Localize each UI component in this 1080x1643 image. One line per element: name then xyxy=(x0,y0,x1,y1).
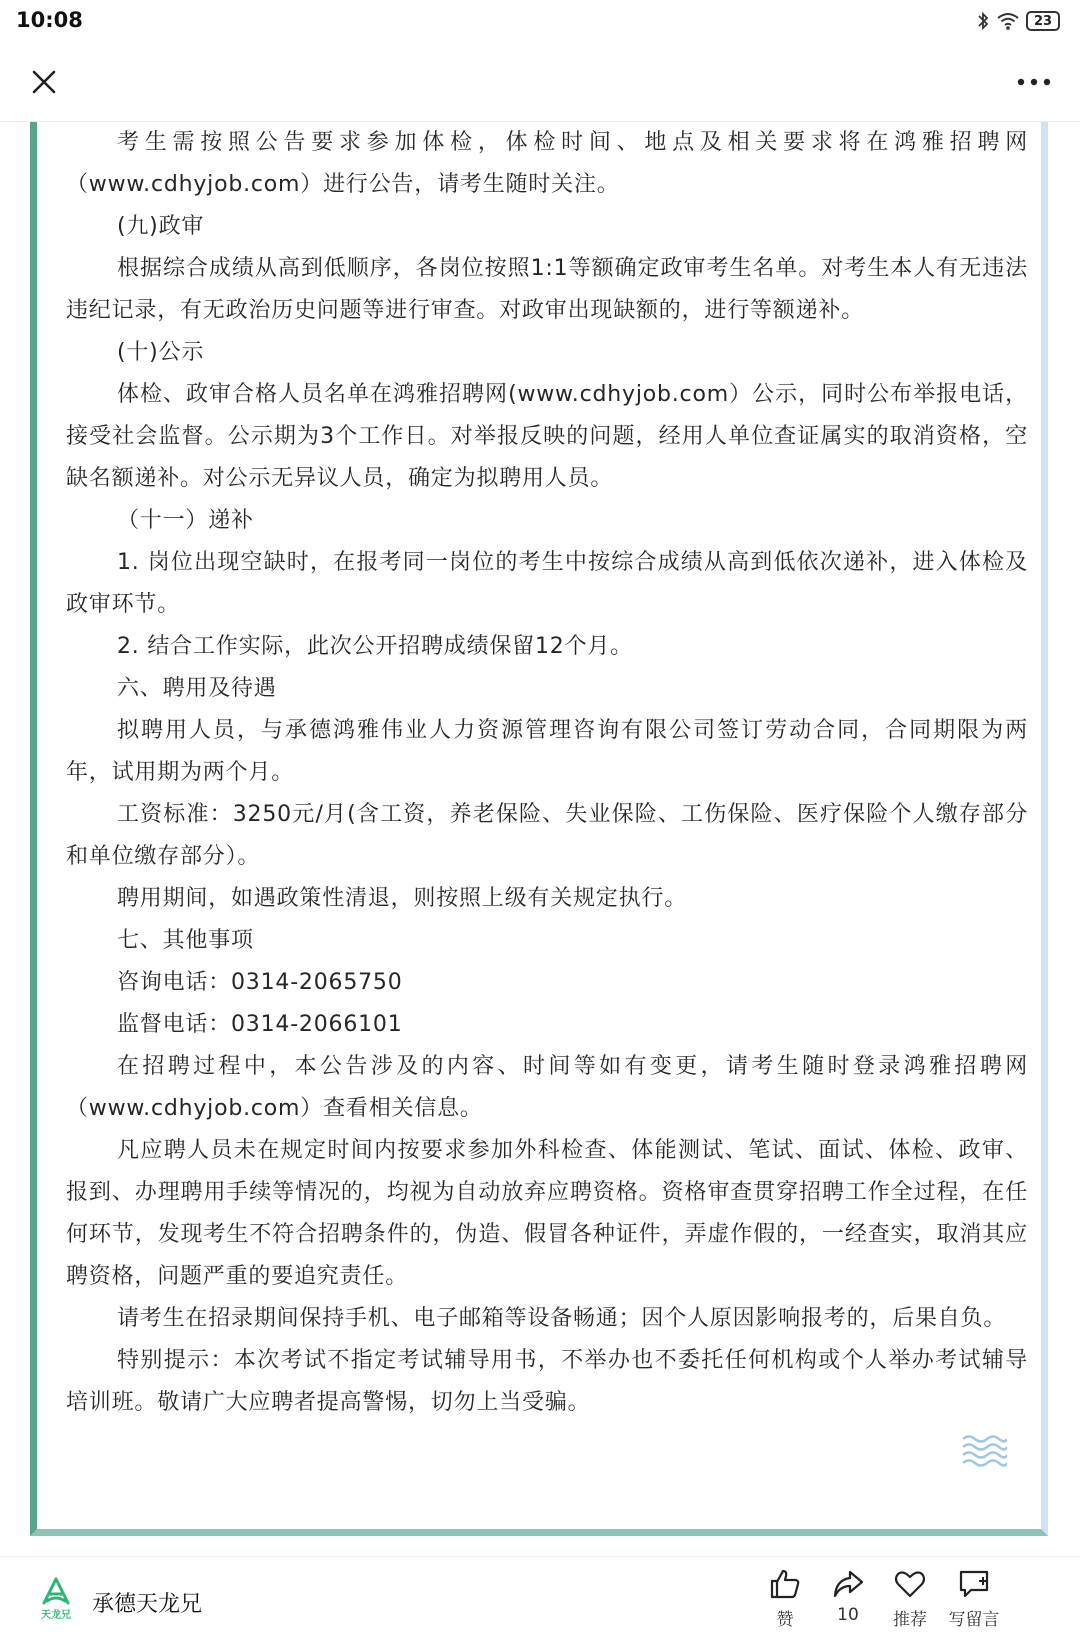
paragraph-salary: 工资标准：3250元/月(含工资，养老保险、失业保险、工伤保险、医疗保险个人缴存部分和单位缴存部分）。 xyxy=(66,802,1028,869)
heading-substitution: （十一）递补 xyxy=(117,508,254,533)
wifi-icon xyxy=(996,11,1020,31)
article-body xyxy=(66,122,1028,1424)
recommend-label: 推荐 xyxy=(893,1610,927,1630)
close-button[interactable] xyxy=(26,64,62,100)
account-logo[interactable] xyxy=(38,1577,74,1621)
paragraph-political-review: 根据综合成绩从高到低顺序，各岗位按照1:1等额确定政审考生名单。对考生本人有无违法违纪记录，有无政治历史问题等进行审查。对政审出现缺额的，进行等额递补。 xyxy=(66,256,1028,323)
paragraph-disqualification: 凡应聘人员未在规定时间内按要求参加外科检查、体能测试、笔试、面试、体检、政审、报到、办理聘用手续等情况的，均视为自动放弃应聘资格。资格审查贯穿招聘工作全过程，在任何环节，发现考生不符合招聘条件的，伪造、假冒各种证件，弄虚作假的，一经查实，取消其应聘资格，问题严重的要追究责任。 xyxy=(66,1138,1028,1289)
heading-political-review: (九)政审 xyxy=(117,214,205,239)
article-frame xyxy=(30,122,1048,1536)
comment-icon xyxy=(957,1567,991,1601)
share-count: 10 xyxy=(837,1605,859,1625)
like-button[interactable] xyxy=(754,1567,816,1630)
status-time: 10:08 xyxy=(16,8,83,32)
share-icon xyxy=(831,1567,865,1601)
heading-publicity: (十)公示 xyxy=(117,340,205,365)
more-icon xyxy=(1010,64,1058,100)
status-icons xyxy=(976,9,1060,33)
close-icon xyxy=(26,64,62,100)
status-bar xyxy=(0,0,1080,44)
share-button[interactable] xyxy=(817,1567,879,1625)
battery-level: 23 xyxy=(1033,13,1053,29)
bluetooth-icon xyxy=(976,11,990,31)
logo-text: 天龙兄 xyxy=(41,1610,71,1621)
comment-button[interactable] xyxy=(943,1567,1005,1630)
paragraph-physical-exam-notice: 考生需按照公告要求参加体检，体检时间、地点及相关要求将在鸿雅招聘网（www.cdhyjob.com）进行公告，请考生随时关注。 xyxy=(66,130,1028,197)
author-name[interactable]: 承德天龙兄 xyxy=(92,1592,203,1617)
paragraph-special-notice: 特别提示：本次考试不指定考试辅导用书，不举办也不委托任何机构或个人举办考试辅导培训班。敬请广大应聘者提高警惕，切勿上当受骗。 xyxy=(66,1348,1028,1415)
paragraph-contract: 拟聘用人员，与承德鸿雅伟业人力资源管理咨询有限公司签订劳动合同，合同期限为两年，试用期为两个月。 xyxy=(66,718,1028,785)
heading-employment-benefits: 六、聘用及待遇 xyxy=(117,676,277,701)
paragraph-dismissal: 聘用期间，如遇政策性清退，则按照上级有关规定执行。 xyxy=(117,886,688,911)
like-label: 赞 xyxy=(776,1610,794,1630)
paragraph-contact-devices: 请考生在招录期间保持手机、电子邮箱等设备畅通；因个人原因影响报考的，后果自负。 xyxy=(117,1306,1007,1331)
heart-icon xyxy=(893,1567,927,1601)
comment-label: 写留言 xyxy=(948,1610,1000,1630)
paragraph-consult-phone: 咨询电话：0314-2065750 xyxy=(117,970,403,995)
thumbs-up-icon xyxy=(768,1567,802,1601)
paragraph-changes-notice: 在招聘过程中，本公告涉及的内容、时间等如有变更，请考生随时登录鸿雅招聘网（www.cdhyjob.com）查看相关信息。 xyxy=(66,1054,1028,1121)
paragraph-publicity: 体检、政审合格人员名单在鸿雅招聘网(www.cdhyjob.com）公示，同时公布举报电话，接受社会监督。公示期为3个工作日。对举报反映的问题，经用人单位查证属实的取消资格，空缺名额递补。对公示无异议人员，确定为拟聘用人员。 xyxy=(66,382,1028,491)
battery-icon xyxy=(1026,11,1060,31)
paragraph-substitution-1: 1. 岗位出现空缺时，在报考同一岗位的考生中按综合成绩从高到低依次递补，进入体检及政审环节。 xyxy=(66,550,1028,617)
nav-bar xyxy=(0,44,1080,122)
waves-icon xyxy=(961,1433,1007,1469)
more-button[interactable] xyxy=(1010,64,1058,100)
paragraph-supervise-phone: 监督电话：0314-2066101 xyxy=(117,1012,403,1037)
recommend-button[interactable] xyxy=(879,1567,941,1630)
heading-other-matters: 七、其他事项 xyxy=(117,928,254,953)
bottom-bar xyxy=(0,1556,1080,1643)
paragraph-substitution-2: 2. 结合工作实际，此次公开招聘成绩保留12个月。 xyxy=(117,634,633,659)
